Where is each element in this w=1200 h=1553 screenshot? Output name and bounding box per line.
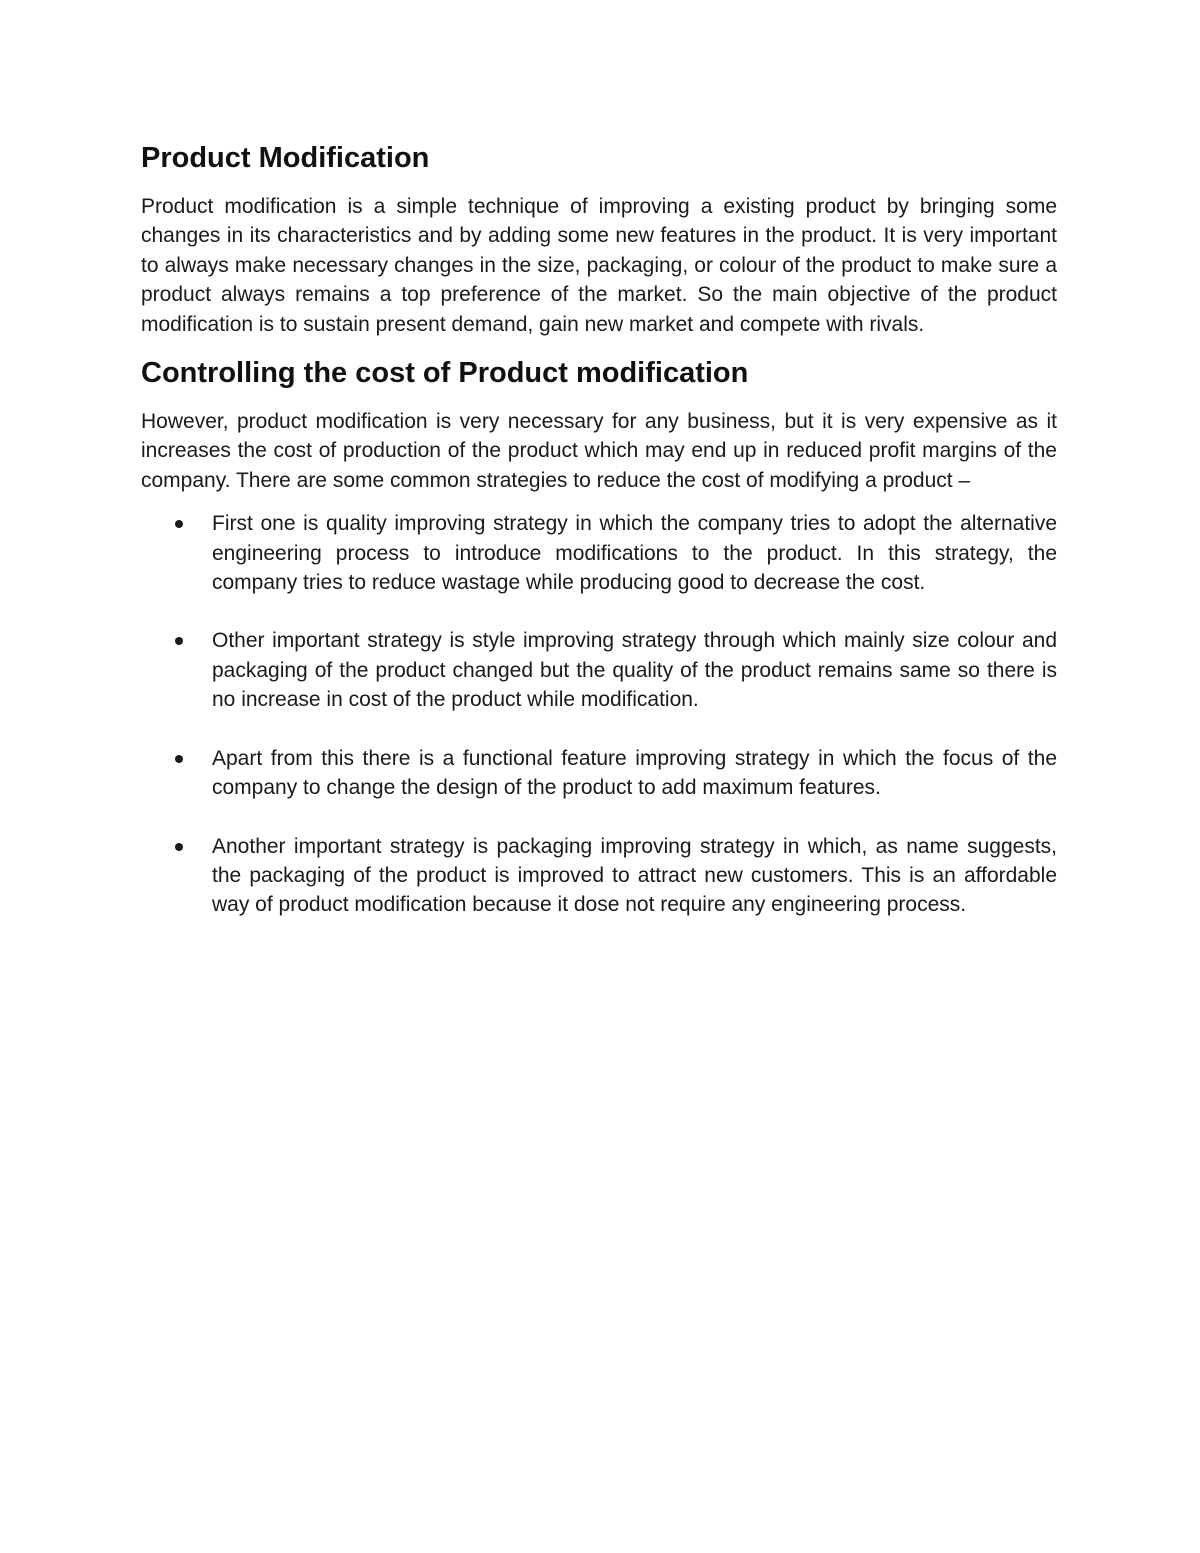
- section-heading-product-modification: Product Modification: [141, 142, 430, 174]
- list-item: [141, 744, 1057, 803]
- bullet-icon: [175, 520, 183, 528]
- section-paragraph-controlling-cost: However, product modification is very necessary for any business, but it is very expensive as it increases the cost of production of the product which may end up in reduced profit margins of the company. There are some common strategies to reduce the cost of modifying a product –: [141, 410, 1057, 492]
- document-page: [141, 138, 1057, 949]
- section-heading-controlling-cost: Controlling the cost of Product modification: [141, 357, 749, 390]
- bullet-icon: [175, 637, 183, 645]
- strategy-list: [141, 509, 1057, 919]
- list-item-text: First one is quality improving strategy in which the company tries to adopt the alternative engineering process to introduce modifications to the product. In this strategy, the company tries to reduce wastage while producing good to decrease the cost.: [212, 512, 1057, 595]
- list-item-text: Apart from this there is a functional feature improving strategy in which the focus of the company to change the design of the product to add maximum features.: [212, 746, 1057, 800]
- list-item-text: Another important strategy is packaging improving strategy in which, as name suggests, the packaging of the product is improved to attract new customers. This is an affordable way of product modification because it dose not require any engineering process.: [212, 834, 1057, 917]
- list-item: [141, 626, 1057, 714]
- bullet-icon: [175, 843, 183, 851]
- list-item: [141, 832, 1057, 920]
- list-item: [141, 509, 1057, 597]
- section-paragraph-product-modification: Product modification is a simple technique of improving a existing product by bringing some changes in its characteristics and by adding some new features in the product. It is very important to always make necessary changes in the size, packaging, or colour of the product to make sure a product always remains a top preference of the market. So the main objective of the product modification is to sustain present demand, gain new market and compete with rivals.: [141, 195, 1057, 336]
- bullet-icon: [175, 755, 183, 763]
- list-item-text: Other important strategy is style improving strategy through which mainly size colour and packaging of the product changed but the quality of the product remains same so there is no increase in cost of the product while modification.: [212, 629, 1057, 712]
